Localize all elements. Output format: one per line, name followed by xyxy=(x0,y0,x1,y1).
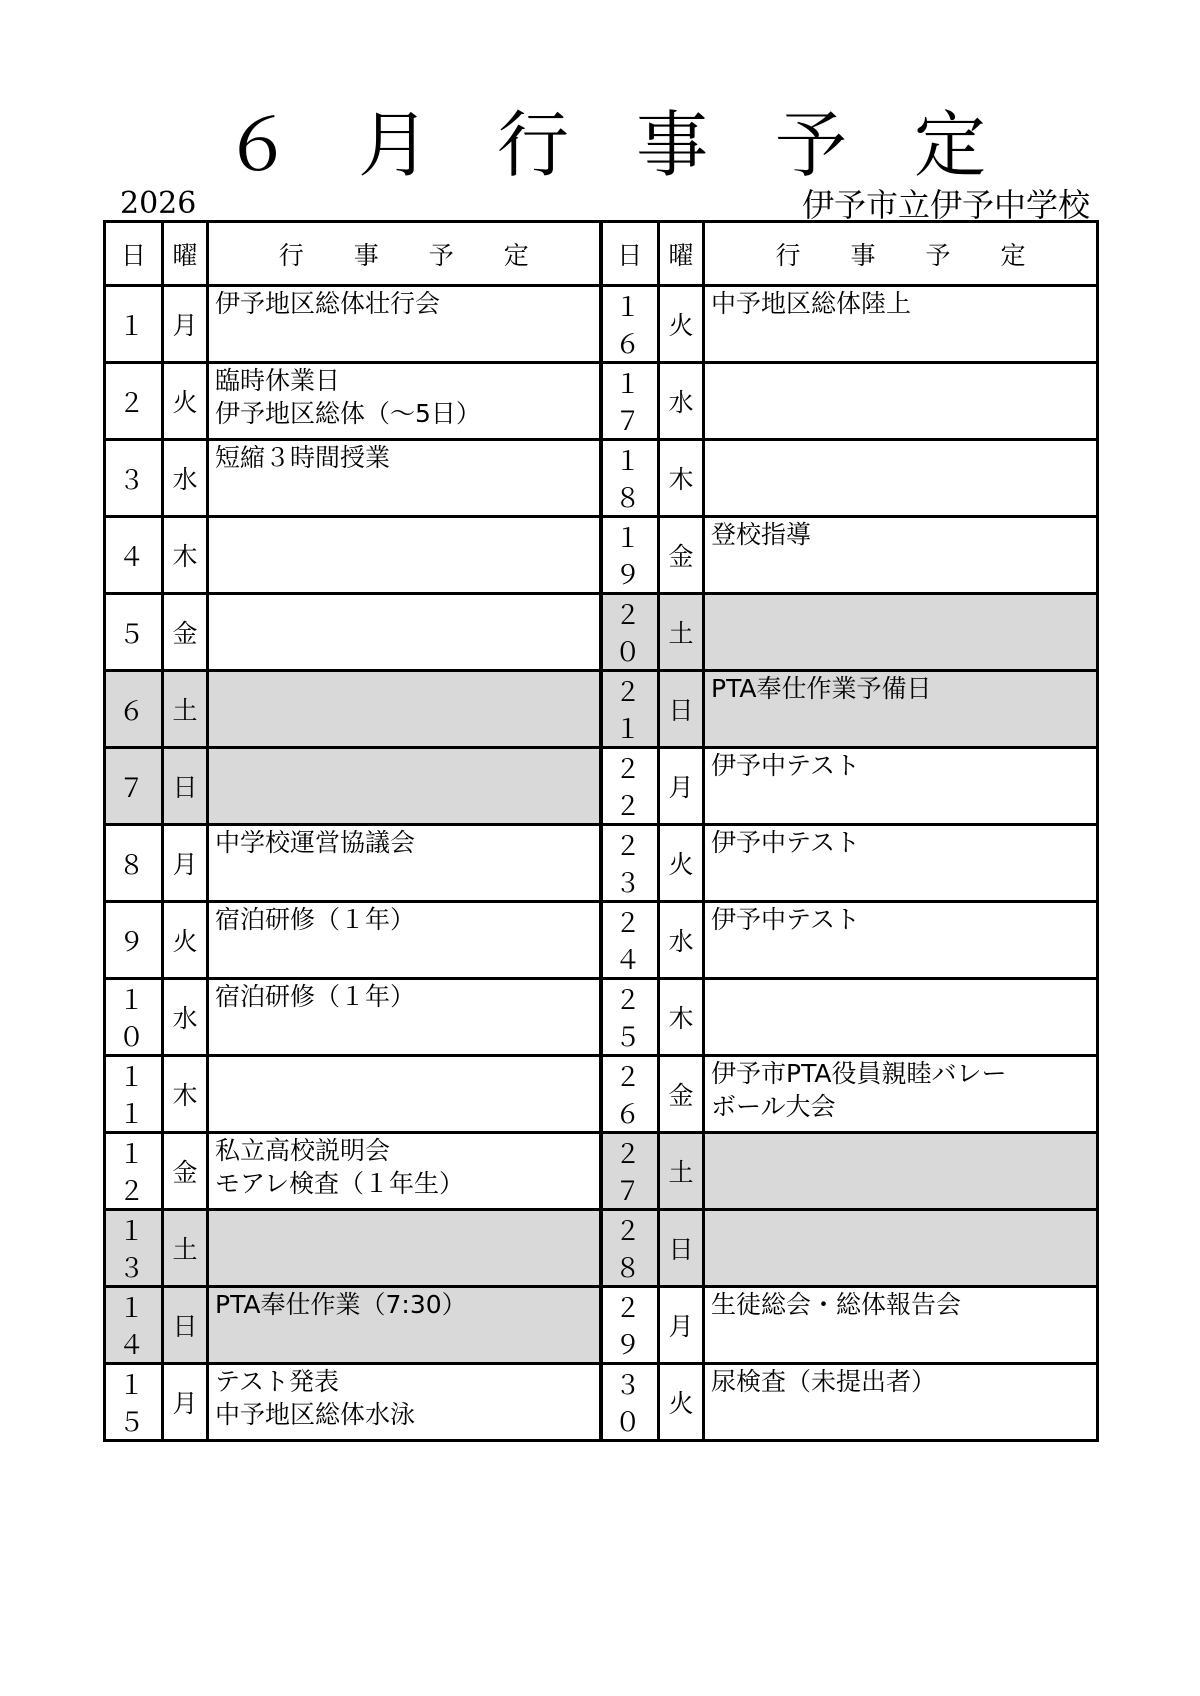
weekday-cell: 月 xyxy=(163,825,208,902)
table-row xyxy=(105,979,1098,1056)
event-cell: 私立高校説明会 モアレ検査（１年生） xyxy=(208,1133,601,1210)
table-row xyxy=(105,671,1098,748)
day-cell: ８ xyxy=(105,825,163,902)
day-cell: １６ xyxy=(601,286,659,363)
event-cell: 伊予地区総体壮行会 xyxy=(208,286,601,363)
day-cell: ６ xyxy=(105,671,163,748)
title-char: 行 xyxy=(497,103,570,187)
event-cell xyxy=(704,979,1098,1056)
event-cell xyxy=(208,748,601,825)
title-char: ６ xyxy=(222,103,295,187)
weekday-cell: 火 xyxy=(659,825,704,902)
event-cell: 宿泊研修（１年） xyxy=(208,902,601,979)
event-cell: 登校指導 xyxy=(704,517,1098,594)
weekday-cell: 月 xyxy=(659,748,704,825)
day-cell: ２０ xyxy=(601,594,659,671)
day-cell: １８ xyxy=(601,440,659,517)
event-cell xyxy=(208,1056,601,1133)
table-row xyxy=(105,1133,1098,1210)
header-row xyxy=(105,222,1098,286)
day-cell: １７ xyxy=(601,363,659,440)
event-cell: 尿検査（未提出者） xyxy=(704,1364,1098,1441)
table-row xyxy=(105,1287,1098,1364)
day-cell: ３０ xyxy=(601,1364,659,1441)
day-cell: １３ xyxy=(105,1210,163,1287)
event-cell: 中予地区総体陸上 xyxy=(704,286,1098,363)
title-char: 月 xyxy=(358,103,431,187)
day-cell: ５ xyxy=(105,594,163,671)
event-cell: 伊予中テスト xyxy=(704,902,1098,979)
event-cell: 伊予中テスト xyxy=(704,748,1098,825)
day-cell: １ xyxy=(105,286,163,363)
school-name: 伊予市立伊予中学校 xyxy=(801,186,1090,224)
weekday-cell: 金 xyxy=(659,517,704,594)
weekday-cell: 水 xyxy=(163,440,208,517)
weekday-cell: 日 xyxy=(659,671,704,748)
header-day: 日 xyxy=(601,222,659,286)
day-cell: ２３ xyxy=(601,825,659,902)
event-cell xyxy=(704,363,1098,440)
schedule-table xyxy=(103,220,1099,1442)
weekday-cell: 月 xyxy=(659,1287,704,1364)
table-row xyxy=(105,902,1098,979)
header-event: 行 事 予 定 xyxy=(208,222,601,286)
day-cell: １４ xyxy=(105,1287,163,1364)
header-weekday: 曜 xyxy=(659,222,704,286)
table-row xyxy=(105,363,1098,440)
day-cell: ２７ xyxy=(601,1133,659,1210)
table-row xyxy=(105,440,1098,517)
weekday-cell: 土 xyxy=(659,594,704,671)
title-char: 事 xyxy=(636,103,709,187)
weekday-cell: 土 xyxy=(163,1210,208,1287)
event-cell: PTA奉仕作業予備日 xyxy=(704,671,1098,748)
event-cell xyxy=(208,594,601,671)
event-cell xyxy=(704,594,1098,671)
event-cell: 臨時休業日 伊予地区総体（～5日） xyxy=(208,363,601,440)
day-cell: ２１ xyxy=(601,671,659,748)
title-char: 定 xyxy=(914,103,987,187)
weekday-cell: 水 xyxy=(163,979,208,1056)
header-day: 日 xyxy=(105,222,163,286)
day-cell: １２ xyxy=(105,1133,163,1210)
weekday-cell: 日 xyxy=(659,1210,704,1287)
weekday-cell: 木 xyxy=(163,1056,208,1133)
day-cell: ２８ xyxy=(601,1210,659,1287)
table-row xyxy=(105,1364,1098,1441)
weekday-cell: 金 xyxy=(659,1056,704,1133)
day-cell: ２２ xyxy=(601,748,659,825)
day-cell: ４ xyxy=(105,517,163,594)
weekday-cell: 火 xyxy=(659,286,704,363)
table-row xyxy=(105,286,1098,363)
page-title xyxy=(0,105,1200,185)
event-cell: 短縮３時間授業 xyxy=(208,440,601,517)
weekday-cell: 日 xyxy=(163,748,208,825)
title-char: 予 xyxy=(775,103,848,187)
weekday-cell: 木 xyxy=(659,979,704,1056)
weekday-cell: 日 xyxy=(163,1287,208,1364)
day-cell: ７ xyxy=(105,748,163,825)
table-row xyxy=(105,748,1098,825)
weekday-cell: 金 xyxy=(163,1133,208,1210)
weekday-cell: 木 xyxy=(659,440,704,517)
event-cell: 伊予中テスト xyxy=(704,825,1098,902)
header-weekday: 曜 xyxy=(163,222,208,286)
table-row xyxy=(105,1056,1098,1133)
day-cell: ９ xyxy=(105,902,163,979)
weekday-cell: 火 xyxy=(163,363,208,440)
table-row xyxy=(105,1210,1098,1287)
weekday-cell: 月 xyxy=(163,1364,208,1441)
event-cell xyxy=(704,1133,1098,1210)
day-cell: １９ xyxy=(601,517,659,594)
day-cell: ２５ xyxy=(601,979,659,1056)
event-cell xyxy=(208,1210,601,1287)
header-event: 行 事 予 定 xyxy=(704,222,1098,286)
day-cell: ２６ xyxy=(601,1056,659,1133)
table-row xyxy=(105,594,1098,671)
weekday-cell: 土 xyxy=(659,1133,704,1210)
weekday-cell: 水 xyxy=(659,902,704,979)
weekday-cell: 火 xyxy=(163,902,208,979)
event-cell xyxy=(208,517,601,594)
event-cell xyxy=(208,671,601,748)
event-cell: 伊予市PTA役員親睦バレー ボール大会 xyxy=(704,1056,1098,1133)
event-cell: 生徒総会・総体報告会 xyxy=(704,1287,1098,1364)
day-cell: １１ xyxy=(105,1056,163,1133)
weekday-cell: 水 xyxy=(659,363,704,440)
day-cell: １０ xyxy=(105,979,163,1056)
weekday-cell: 金 xyxy=(163,594,208,671)
weekday-cell: 土 xyxy=(163,671,208,748)
event-cell: 宿泊研修（１年） xyxy=(208,979,601,1056)
event-cell: テスト発表 中予地区総体水泳 xyxy=(208,1364,601,1441)
day-cell: ２９ xyxy=(601,1287,659,1364)
weekday-cell: 火 xyxy=(659,1364,704,1441)
day-cell: １５ xyxy=(105,1364,163,1441)
event-cell: 中学校運営協議会 xyxy=(208,825,601,902)
event-cell: PTA奉仕作業（7:30） xyxy=(208,1287,601,1364)
day-cell: ２４ xyxy=(601,902,659,979)
weekday-cell: 月 xyxy=(163,286,208,363)
event-cell xyxy=(704,1210,1098,1287)
year-label: 2026 xyxy=(120,186,197,221)
table-row xyxy=(105,825,1098,902)
day-cell: ３ xyxy=(105,440,163,517)
event-cell xyxy=(704,440,1098,517)
day-cell: ２ xyxy=(105,363,163,440)
table-row xyxy=(105,517,1098,594)
weekday-cell: 木 xyxy=(163,517,208,594)
